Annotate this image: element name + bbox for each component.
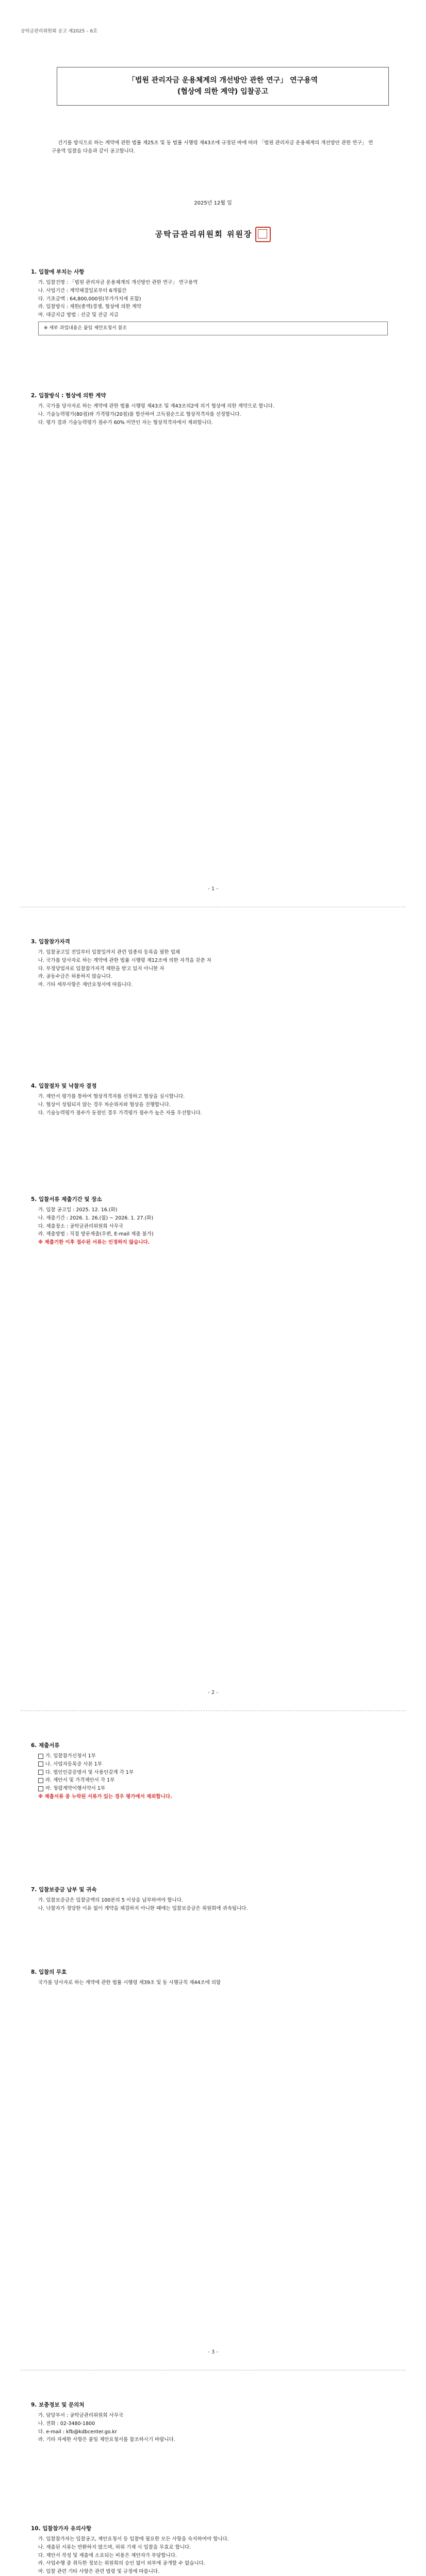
- section-heading: 3. 입찰참가자격: [31, 939, 70, 945]
- section-7: [31, 1886, 395, 1913]
- section-3: [31, 938, 395, 989]
- checkbox-icon: [38, 1761, 43, 1767]
- section-item: 가. 입찰공고일 전일부터 입찰일까지 관련 업종의 등록을 필한 업체: [38, 950, 180, 956]
- section-item: 라. 제안서 및 가격제안서 각 1부: [38, 1776, 395, 1785]
- section-item: 마. 기타 세부사항은 제안요청서에 따릅니다.: [38, 982, 133, 988]
- note-box: ※ 세부 과업내용은 붙임 제안요청서 참조: [38, 321, 388, 335]
- section-item: 다. 제안서 작성 및 제출에 소요되는 비용은 제안자가 부담합니다.: [38, 2552, 177, 2558]
- section-5: [31, 1195, 395, 1247]
- section-item: 라. 사업수행 중 취득한 정보는 위원회의 승인 없이 외부에 공개할 수 없습니다.: [38, 2561, 205, 2567]
- section-item: 다. 기초금액 : 64,800,000원(부가가치세 포함): [38, 296, 141, 302]
- page-number: - 2 -: [208, 1690, 218, 1696]
- section-heading: 6. 제출서류: [31, 1742, 60, 1749]
- section-item: 나. 사업기간 : 계약체결일로부터 6개월간: [38, 287, 127, 294]
- section-item: 라. 공동수급은 허용하지 않습니다.: [38, 974, 112, 980]
- section-item: 나. 사업자등록증 사본 1부: [38, 1760, 395, 1769]
- checkbox-icon: [38, 1754, 43, 1759]
- section-item: 국가를 당사자로 하는 계약에 관한 법률 시행령 제39조 및 동 시행규칙 제44조에 의함: [38, 1980, 221, 1986]
- section-item: 다. 부정당업자로 입찰참가자격 제한을 받고 있지 아니한 자: [38, 965, 165, 972]
- section-item: 가. 국가를 당사자로 하는 계약에 관한 법률 시행령 제43조 및 제43조의2에 의거 협상에 의한 계약으로 합니다.: [38, 403, 274, 410]
- section-item: 나. 협상이 성립되지 않는 경우 차순위자와 협상을 진행합니다.: [38, 1101, 171, 1108]
- section-10: [31, 2524, 395, 2576]
- section-heading: 4. 입찰절차 및 낙찰자 결정: [31, 1083, 97, 1089]
- section-heading: 1. 입찰에 부치는 사항: [31, 269, 85, 275]
- section-heading: 9. 보충정보 및 문의처: [31, 2402, 85, 2408]
- section-item: 가. 담당부서 : 공탁금관리위원회 사무국: [38, 2413, 124, 2419]
- checkbox-icon: [38, 1770, 43, 1775]
- section-item: 나. 기술능력평가(80점)와 가격평가(20점)를 합산하여 고득점순으로 협상적격자를 선정합니다.: [38, 411, 241, 417]
- section-9: [31, 2401, 395, 2444]
- header-note: 공탁금관리위원회 공고 제2025 – 6호: [21, 29, 97, 34]
- section-item: 가. 제안서 평가를 통하여 협상적격자를 선정하고 협상을 실시합니다.: [38, 1094, 185, 1100]
- page-divider: [21, 1710, 405, 1711]
- section-item[interactable]: 다. e-mail : kfb@kdbcenter.go.kr: [38, 2429, 117, 2435]
- section-1: [31, 268, 395, 337]
- section-item: 라. 제출방법 : 직접 방문제출(우편, E-mail 제출 불가): [38, 1231, 154, 1238]
- section-item: 마. 대금지급 방법 : 선금 및 잔금 지급: [38, 312, 119, 318]
- title-line-2: (협상에 의한 계약) 입찰공고: [177, 88, 269, 96]
- warning-note: ※ 제출기한 이후 접수된 서류는 인정하지 않습니다.: [38, 1240, 150, 1245]
- section-item: 다. 평가 결과 기술능력평가 점수가 60% 미만인 자는 협상적격자에서 제외합니다.: [38, 419, 213, 426]
- section-item: 가. 입찰참가신청서 1부: [38, 1752, 395, 1760]
- section-heading: 7. 입찰보증금 납부 및 귀속: [31, 1887, 97, 1893]
- section-item: 라. 기타 자세한 사항은 붙임 제안요청서를 참조하시기 바랍니다.: [38, 2437, 175, 2443]
- section-item: 나. 제출된 서류는 반환하지 않으며, 허위 기재 시 입찰을 무효로 합니다.: [38, 2544, 191, 2550]
- section-6: [31, 1741, 395, 1801]
- title-line-1: 「법원 관리자금 운용체계의 개선방안 관한 연구」 연구용역: [127, 76, 318, 84]
- checkbox-icon: [38, 1778, 43, 1783]
- section-heading: 5. 입찰서류 제출기간 및 장소: [31, 1196, 102, 1202]
- section-8: [31, 1968, 395, 1987]
- announcement-title: [57, 67, 389, 106]
- official-seal-icon: [255, 227, 271, 242]
- section-heading: 8. 입찰의 무효: [31, 1969, 67, 1975]
- issuer-name: 공탁금관리위원회 위원장: [155, 229, 253, 239]
- section-item: 마. 입찰 관련 기타 사항은 관련 법령 및 규정에 따릅니다.: [38, 2569, 160, 2574]
- section-item: 나. 국가를 당사자로 하는 계약에 관한 법률 시행령 제12조에 의한 자격을 갖춘 자: [38, 957, 211, 963]
- section-heading: 2. 입찰방식 : 협상에 의한 계약: [31, 393, 106, 399]
- announcement-date: 2025년 12월 일: [194, 200, 232, 206]
- section-item: 가. 입찰참가자는 입찰공고, 제안요청서 등 입찰에 필요한 모든 사항을 숙지하여야 합니다.: [38, 2536, 229, 2543]
- section-item: 가. 입찰 공고일 : 2025. 12. 16.(화): [38, 1207, 118, 1213]
- issuer: [0, 227, 426, 242]
- section-item: 가. 입찰건명 : 「법원 관리자금 운용체계의 개선방안 관한 연구」 연구용역: [38, 280, 198, 286]
- warning-note: ※ 제출서류 중 누락된 서류가 있는 경우 평가에서 제외합니다.: [38, 1793, 172, 1800]
- checkbox-icon: [38, 1786, 43, 1791]
- section-4: [31, 1082, 395, 1117]
- section-item: 가. 입찰보증금은 입찰금액의 100분의 5 이상을 납부하여야 합니다.: [38, 1897, 183, 1904]
- section-item: 다. 기술능력평가 점수가 동점인 경우 가격평가 점수가 높은 자를 우선합니다.: [38, 1110, 202, 1116]
- page-number: - 1 -: [208, 886, 218, 892]
- section-heading: 10. 입찰참가자 유의사항: [31, 2526, 92, 2532]
- page-number: - 3 -: [208, 2349, 218, 2355]
- section-item: 라. 입찰방식 : 제한(총액)경쟁, 협상에 의한 계약: [38, 304, 141, 310]
- section-item: 나. 전화 : 02-3480-1800: [38, 2420, 95, 2427]
- section-item: 마. 청렴계약이행서약서 1부: [38, 1785, 395, 1793]
- section-item: 다. 제출장소 : 공탁금관리위원회 사무국: [38, 1223, 124, 1229]
- section-item: 다. 법인인감증명서 및 사용인감계 각 1부: [38, 1769, 395, 1777]
- section-2: [31, 392, 395, 427]
- section-item: 나. 제출기간 : 2026. 1. 26.(월) ~ 2026. 1. 27.(화): [38, 1215, 154, 1221]
- section-item: 나. 낙찰자가 정당한 이유 없이 계약을 체결하지 아니한 때에는 입찰보증금은 위원회에 귀속됩니다.: [38, 1905, 248, 1911]
- intro-paragraph: 건기를 방식으로 하는 계약에 관한 법률 제25조 및 동 법률 시행령 제43조에 규정된 바에 따라 「법원 관리자금 운용체계의 개선방안 관한 연구」 연구용역 입찰을 다음과 같이 공고합니다.: [52, 140, 373, 155]
